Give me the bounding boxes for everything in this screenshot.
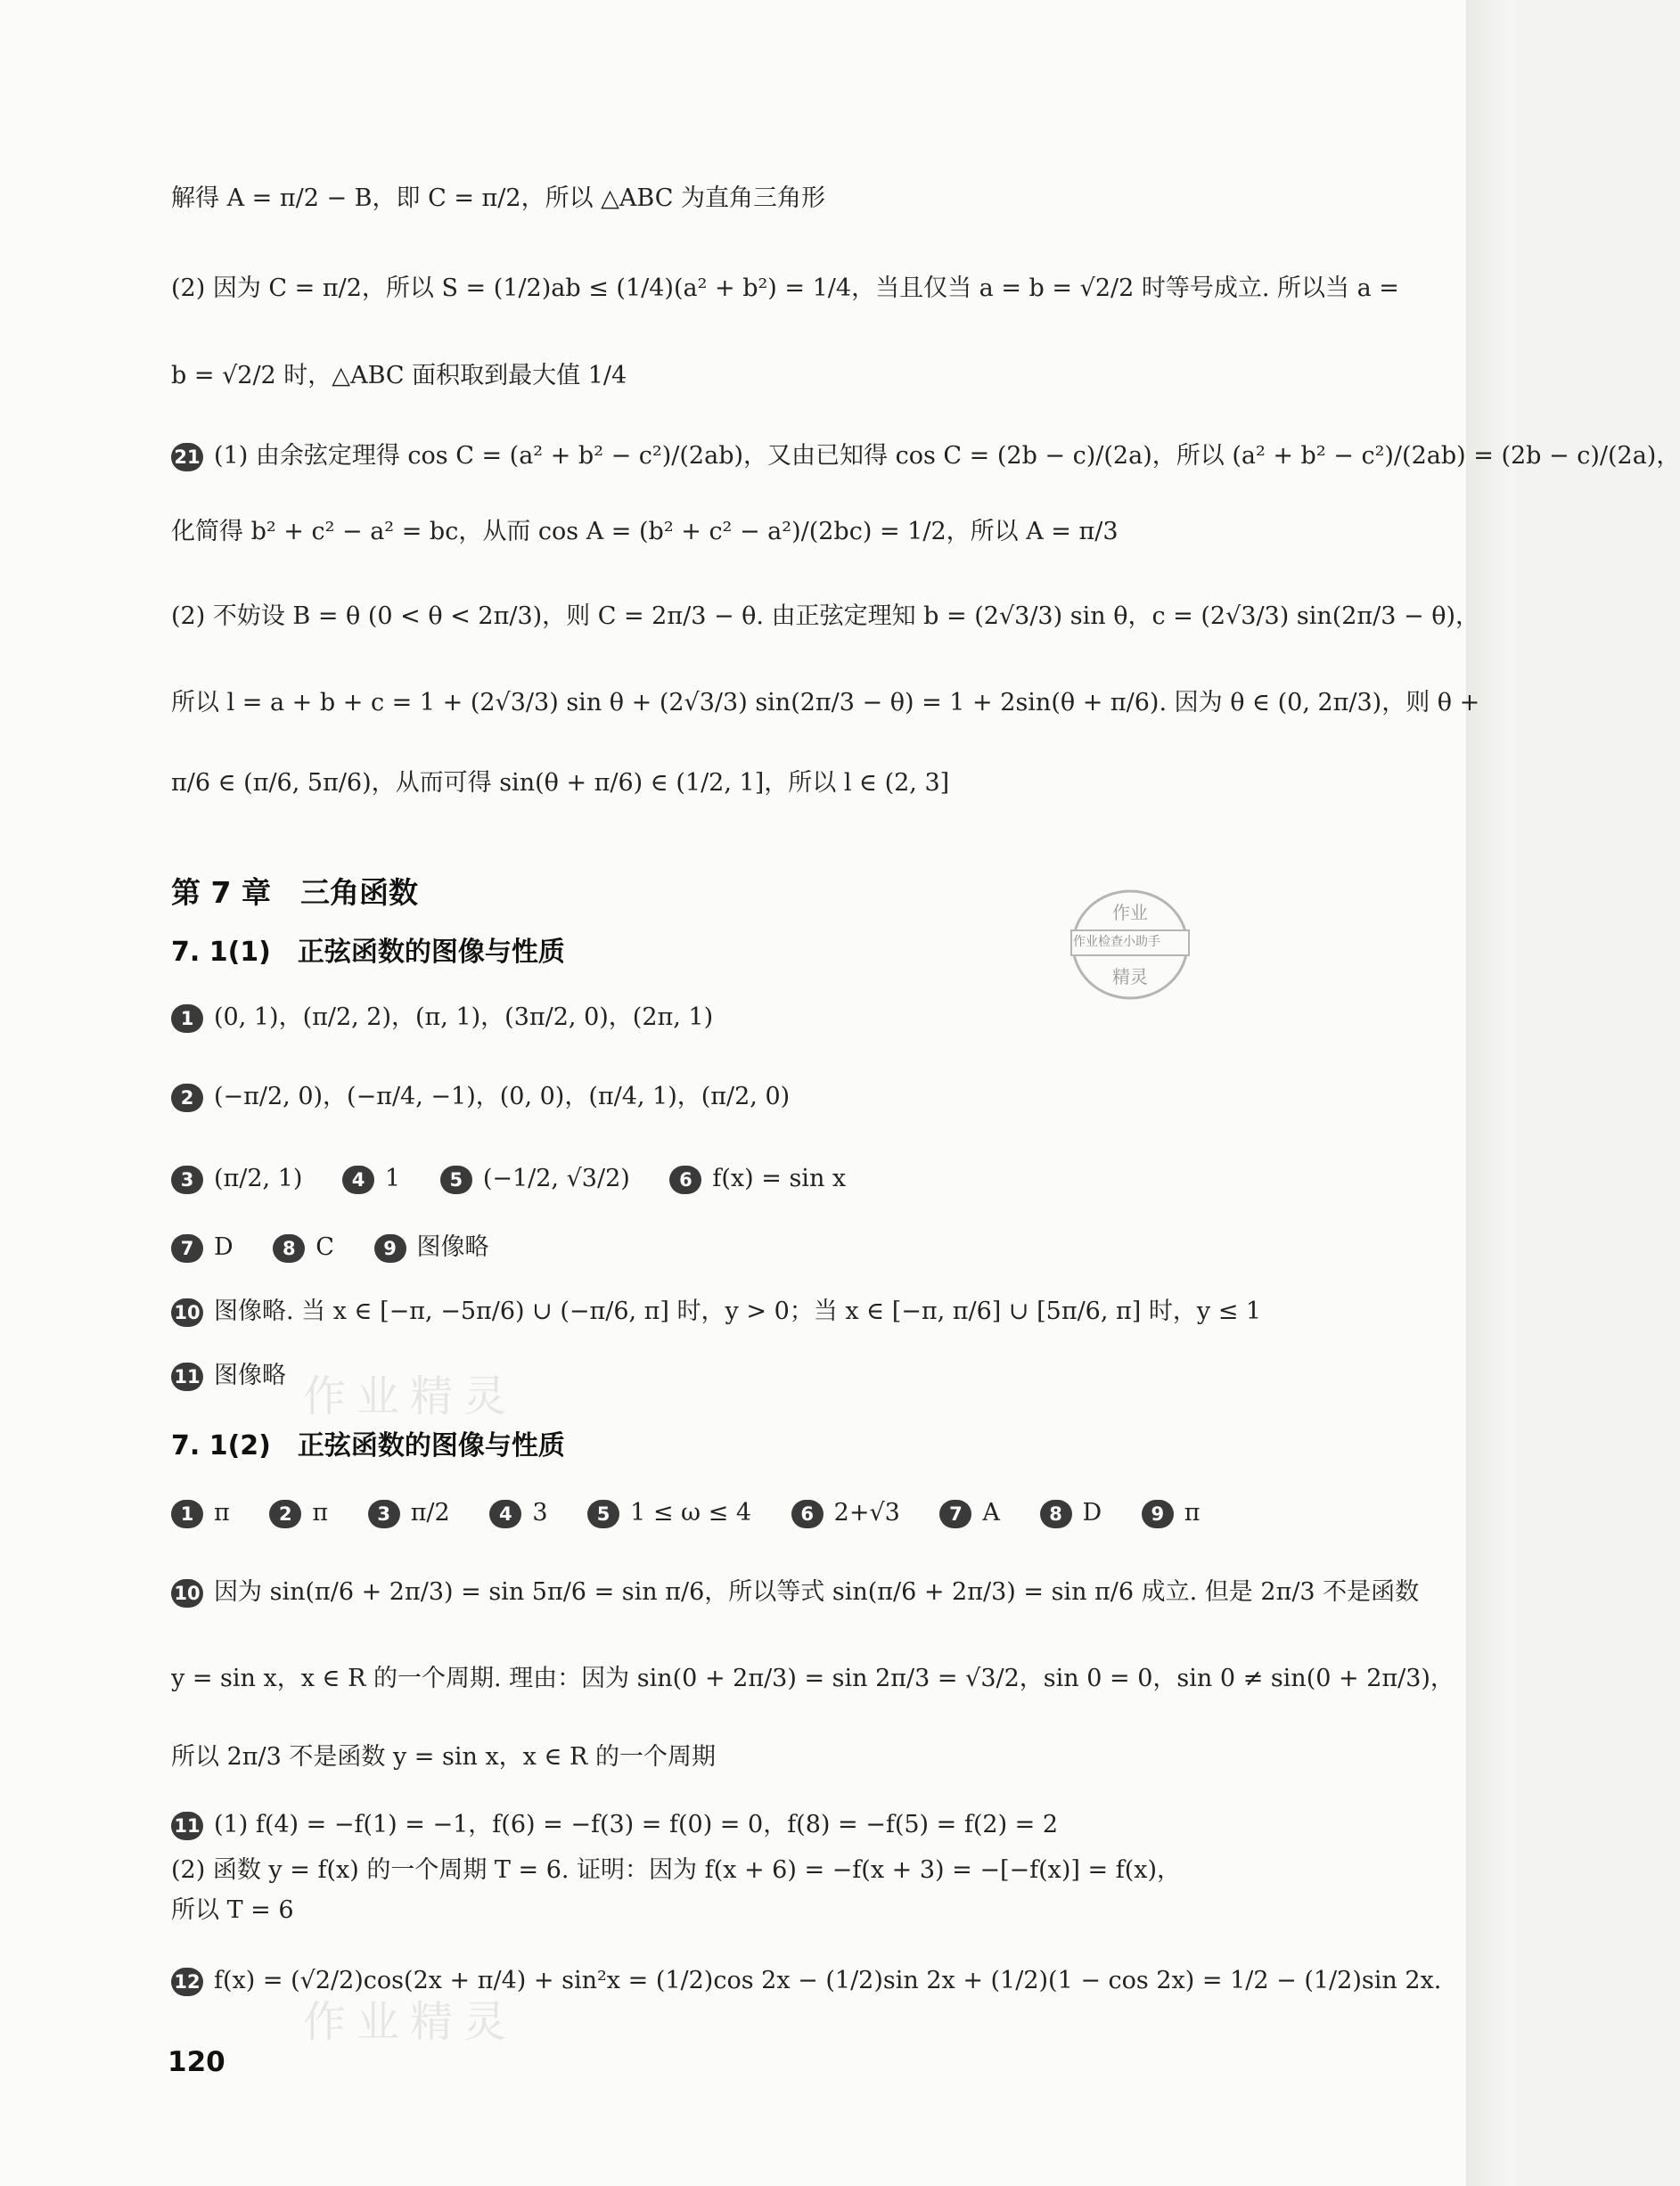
stamp-logo bbox=[1068, 882, 1192, 1007]
answer-line: b = √2/2 时，△ABC 面积取到最大值 1/4 bbox=[171, 362, 627, 389]
stamp-text-top: 作业 bbox=[1112, 902, 1148, 923]
problem-number-badge: 3 bbox=[368, 1500, 400, 1528]
answer-line: 所以 T = 6 bbox=[171, 1896, 294, 1924]
problem-number-badge: 7 bbox=[171, 1234, 203, 1263]
answer-line: (2) 不妨设 B = θ (0 < θ < 2π/3)，则 C = 2π/3 − θ. 由正弦定理知 b = (2√3/3) sin θ，c = (2√3/3) sin(2π/3 − θ)， bbox=[171, 602, 1480, 630]
problem-number-badge: 4 bbox=[342, 1166, 374, 1194]
answer-text: π bbox=[312, 1499, 329, 1527]
problem-number-badge: 9 bbox=[1142, 1500, 1174, 1528]
answer-text: 图像略. 当 x ∈ [−π, −5π/6) ∪ (−π/6, π] 时，y > 0；当 x ∈ [−π, π/6] ∪ [5π/6, π] 时，y ≤ 1 bbox=[214, 1298, 1262, 1325]
answer-text: π bbox=[1184, 1499, 1201, 1527]
answer-text: (1) 由余弦定理得 cos C = (a² + b² − c²)/(2ab)，又由已知得 cos C = (2b − c)/(2a)，所以 (a² + b² − c²)/(2ab) = (2b − c)/(2a)， bbox=[214, 442, 1680, 470]
section-title: 7. 1(2) 正弦函数的图像与性质 bbox=[171, 1430, 565, 1461]
problem-number-badge: 4 bbox=[489, 1500, 521, 1528]
watermark: 作业精灵 bbox=[303, 1371, 518, 1421]
problem-number-badge: 1 bbox=[171, 1500, 203, 1528]
problem-number-badge: 21 bbox=[171, 443, 203, 471]
watermark: 作业精灵 bbox=[303, 1997, 518, 2047]
problem-number-badge: 11 bbox=[171, 1363, 203, 1391]
answer-text: 1 ≤ ω ≤ 4 bbox=[630, 1499, 752, 1527]
stamp-text-bottom: 精灵 bbox=[1112, 966, 1148, 987]
answer-line: (2) 因为 C = π/2，所以 S = (1/2)ab ≤ (1/4)(a² + b²) = 1/4，当且仅当 a = b = √2/2 时等号成立. 所以当 a = bbox=[171, 274, 1399, 302]
answer-text: 2+√3 bbox=[833, 1499, 900, 1527]
answer-row bbox=[171, 1152, 846, 1206]
answer-text: 图像略 bbox=[214, 1362, 286, 1389]
problem-number-badge: 6 bbox=[791, 1500, 824, 1528]
answer-line bbox=[171, 991, 713, 1044]
chapter-title: 第 7 章 三角函数 bbox=[171, 875, 418, 910]
answer-text: 3 bbox=[532, 1499, 548, 1527]
problem-number-badge: 8 bbox=[1040, 1500, 1072, 1528]
answer-text: (1) f(4) = −f(1) = −1，f(6) = −f(3) = f(0) = 0，f(8) = −f(5) = f(2) = 2 bbox=[214, 1811, 1059, 1838]
answer-text: (−1/2, √3/2) bbox=[482, 1165, 630, 1192]
problem-number-badge: 5 bbox=[587, 1500, 619, 1528]
problem-number-badge: 2 bbox=[171, 1084, 203, 1112]
problem-number-badge: 6 bbox=[669, 1166, 701, 1194]
answer-text: 1 bbox=[385, 1165, 401, 1192]
answer-text: f(x) = sin x bbox=[712, 1165, 847, 1192]
answer-text: (π/2, 1) bbox=[214, 1165, 303, 1192]
answer-line bbox=[171, 1070, 790, 1124]
page-edge bbox=[1466, 0, 1516, 2186]
answer-text: f(x) = (√2/2)cos(2x + π/4) + sin²x = (1/2)cos 2x − (1/2)sin 2x + (1/2)(1 − cos 2x) = 1/2 − (1/2)sin 2x. bbox=[214, 1967, 1442, 1994]
answer-line: 所以 l = a + b + c = 1 + (2√3/3) sin θ + (2√3/3) sin(2π/3 − θ) = 1 + 2sin(θ + π/6). 因为 θ ∈ (0, 2π/3)，则 θ + bbox=[171, 689, 1480, 716]
problem-number-badge: 10 bbox=[171, 1298, 203, 1327]
stamp-text-middle: 作业检查小助手 bbox=[1073, 935, 1160, 949]
answer-line bbox=[171, 1566, 1419, 1619]
answer-line: y = sin x，x ∈ R 的一个周期. 理由：因为 sin(0 + 2π/3) = sin 2π/3 = √3/2，sin 0 = 0，sin 0 ≠ sin(0 + 2π/3)， bbox=[171, 1665, 1455, 1692]
problem-number-badge: 11 bbox=[171, 1812, 203, 1840]
answer-text: (−π/2, 0)，(−π/4, −1)，(0, 0)，(π/4, 1)，(π/2, 0) bbox=[214, 1083, 791, 1110]
problem-number-badge: 7 bbox=[939, 1500, 971, 1528]
answer-line: 解得 A = π/2 − B，即 C = π/2，所以 △ABC 为直角三角形 bbox=[171, 184, 825, 212]
answer-row bbox=[171, 1221, 489, 1274]
answer-line: 化简得 b² + c² − a² = bc，从而 cos A = (b² + c² − a²)/(2bc) = 1/2，所以 A = π/3 bbox=[171, 518, 1119, 545]
answer-line bbox=[171, 1285, 1261, 1339]
answer-text: 因为 sin(π/6 + 2π/3) = sin 5π/6 = sin π/6，所以等式 sin(π/6 + 2π/3) = sin π/6 成立. 但是 2π/3 不是函数 bbox=[214, 1578, 1420, 1606]
problem-number-badge: 5 bbox=[440, 1166, 472, 1194]
problem-number-badge: 10 bbox=[171, 1579, 203, 1608]
answer-text: C bbox=[316, 1233, 334, 1261]
section-title: 7. 1(1) 正弦函数的图像与性质 bbox=[171, 937, 565, 968]
problem-number-badge: 9 bbox=[374, 1234, 406, 1263]
answer-text: D bbox=[214, 1233, 234, 1261]
answer-line bbox=[171, 1349, 286, 1403]
answer-line: π/6 ∈ (π/6, 5π/6)，从而可得 sin(θ + π/6) ∈ (1/2, 1]，所以 l ∈ (2, 3] bbox=[171, 769, 950, 797]
problem-number-badge: 1 bbox=[171, 1004, 203, 1033]
answer-text: (0, 1)，(π/2, 2)，(π, 1)，(3π/2, 0)，(2π, 1) bbox=[214, 1003, 714, 1031]
answer-text: A bbox=[982, 1499, 1000, 1527]
answer-text: D bbox=[1082, 1499, 1102, 1527]
answer-line: 所以 2π/3 不是函数 y = sin x，x ∈ R 的一个周期 bbox=[171, 1743, 716, 1771]
answer-line: (2) 函数 y = f(x) 的一个周期 T = 6. 证明：因为 f(x + 6) = −f(x + 3) = −[−f(x)] = f(x)， bbox=[171, 1856, 1182, 1884]
answer-text: π/2 bbox=[410, 1499, 450, 1527]
problem-number-badge: 3 bbox=[171, 1166, 203, 1194]
answer-text: π bbox=[214, 1499, 230, 1527]
answer-row bbox=[171, 1486, 1201, 1540]
problem-number-badge: 12 bbox=[171, 1968, 203, 1996]
answer-line bbox=[171, 430, 1680, 483]
problem-number-badge: 8 bbox=[273, 1234, 305, 1263]
problem-number-badge: 2 bbox=[269, 1500, 301, 1528]
answer-text: 图像略 bbox=[416, 1233, 489, 1261]
page-number: 120 bbox=[168, 2046, 225, 2078]
